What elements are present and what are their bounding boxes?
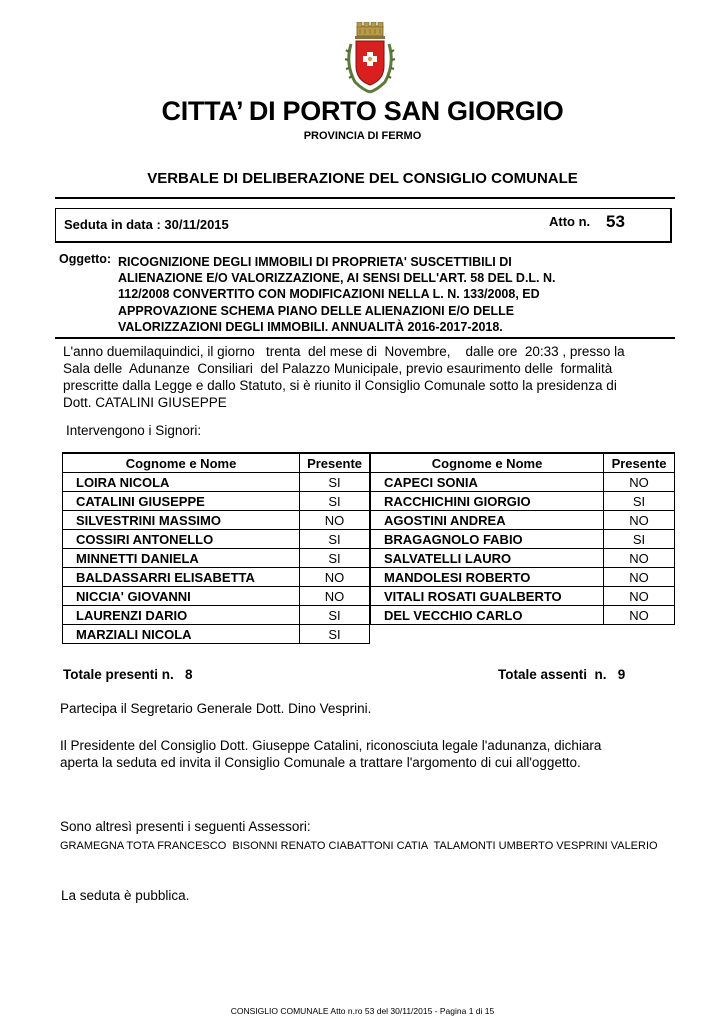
table-row bbox=[63, 606, 370, 625]
member-name: MINNETTI DANIELA bbox=[63, 549, 300, 568]
member-presence: SI bbox=[604, 530, 675, 549]
attendees-intro: Intervengono i Signori: bbox=[66, 423, 202, 438]
intro-line: Sala delle Adunanze Consiliari del Palazzo Municipale, previo esaurimento delle formalità bbox=[63, 361, 613, 376]
table-row bbox=[371, 492, 675, 511]
intro-line: L'anno duemilaquindici, il giorno trenta del mese di Novembre, dalle ore 20:33 , presso la bbox=[63, 344, 625, 359]
table-row bbox=[63, 549, 370, 568]
member-presence: NO bbox=[300, 568, 370, 587]
member-name: VITALI ROSATI GUALBERTO bbox=[371, 587, 604, 606]
subject-line: ALIENAZIONE E/O VALORIZZAZIONE, AI SENSI DELL'ART. 58 DEL D.L. N. bbox=[118, 271, 556, 286]
table-row bbox=[63, 568, 370, 587]
table-row bbox=[371, 568, 675, 587]
member-presence: SI bbox=[300, 492, 370, 511]
subject-line: VALORIZZAZIONI DEGLI IMMOBILI. ANNUALITÀ 2016-2017-2018. bbox=[118, 319, 503, 334]
member-name: MANDOLESI ROBERTO bbox=[371, 568, 604, 587]
subject-text bbox=[118, 254, 638, 335]
session-date-value: 30/11/2015 bbox=[164, 217, 229, 232]
intro-line: prescritte dalla Legge e dallo Statuto, si è riunito il Consiglio Comunale sotto la presidenza di bbox=[63, 378, 617, 393]
member-name: COSSIRI ANTONELLO bbox=[63, 530, 300, 549]
act-number-label: Atto n. bbox=[549, 214, 591, 229]
assessors-intro: Sono altresì presenti i seguenti Assessori: bbox=[60, 819, 311, 834]
member-name: BALDASSARRI ELISABETTA bbox=[63, 568, 300, 587]
member-name: BRAGAGNOLO FABIO bbox=[371, 530, 604, 549]
table-row bbox=[63, 473, 370, 492]
member-name: CAPECI SONIA bbox=[371, 473, 604, 492]
table-row bbox=[371, 530, 675, 549]
table-row bbox=[371, 606, 675, 625]
subject-line: 112/2008 CONVERTITO CON MODIFICAZIONI NELLA L. N. 133/2008, ED bbox=[118, 287, 540, 302]
member-name: LOIRA NICOLA bbox=[63, 473, 300, 492]
column-header-name: Cognome e Nome bbox=[63, 453, 300, 473]
president-line: Il Presidente del Consiglio Dott. Giuseppe Catalini, riconosciuta legale l'adunanza, dichiara bbox=[60, 738, 602, 753]
divider bbox=[55, 337, 675, 339]
member-presence: SI bbox=[300, 530, 370, 549]
president-statement bbox=[60, 737, 700, 771]
public-session-note: La seduta è pubblica. bbox=[61, 888, 190, 903]
member-presence: SI bbox=[300, 625, 370, 644]
table-row bbox=[63, 625, 370, 644]
member-name: DEL VECCHIO CARLO bbox=[371, 606, 604, 625]
member-name: CATALINI GIUSEPPE bbox=[63, 492, 300, 511]
attendance-table-left bbox=[62, 452, 370, 644]
member-presence: NO bbox=[604, 587, 675, 606]
intro-line: Dott. CATALINI GIUSEPPE bbox=[63, 395, 227, 410]
member-presence: NO bbox=[604, 511, 675, 530]
act-number-value: 53 bbox=[606, 212, 625, 231]
table-row bbox=[63, 530, 370, 549]
city-title: CITTA’ DI PORTO SAN GIORGIO bbox=[161, 96, 564, 126]
member-presence: NO bbox=[604, 568, 675, 587]
member-presence: NO bbox=[604, 606, 675, 625]
member-name: LAURENZI DARIO bbox=[63, 606, 300, 625]
table-row bbox=[371, 549, 675, 568]
table-row bbox=[371, 511, 675, 530]
member-presence: NO bbox=[300, 587, 370, 606]
column-header-name: Cognome e Nome bbox=[371, 453, 604, 473]
coat-of-arms-icon bbox=[343, 22, 397, 94]
secretary-statement: Partecipa il Segretario Generale Dott. Dino Vesprini. bbox=[60, 701, 372, 716]
total-present: Totale presenti n. 8 bbox=[63, 667, 193, 682]
column-header-present: Presente bbox=[300, 453, 370, 473]
session-date bbox=[64, 217, 229, 232]
column-header-present: Presente bbox=[604, 453, 675, 473]
member-name: AGOSTINI ANDREA bbox=[371, 511, 604, 530]
page-footer: CONSIGLIO COMUNALE Atto n.ro 53 del 30/11/2015 - Pagina 1 di 15 bbox=[230, 1006, 495, 1016]
member-name: NICCIA' GIOVANNI bbox=[63, 587, 300, 606]
subject-line: RICOGNIZIONE DEGLI IMMOBILI DI PROPRIETA' SUSCETTIBILI DI bbox=[118, 255, 512, 269]
table-row bbox=[63, 492, 370, 511]
attendance-table-right bbox=[370, 452, 675, 625]
member-name: RACCHICHINI GIORGIO bbox=[371, 492, 604, 511]
member-presence: NO bbox=[300, 511, 370, 530]
member-name: MARZIALI NICOLA bbox=[63, 625, 300, 644]
assessors-list: GRAMEGNA TOTA FRANCESCO BISONNI RENATO CIABATTONI CATIA TALAMONTI UMBERTO VESPRINI VALERIO bbox=[60, 840, 658, 852]
total-absent: Totale assenti n. 9 bbox=[498, 667, 626, 682]
table-row bbox=[371, 473, 675, 492]
document-title: VERBALE DI DELIBERAZIONE DEL CONSIGLIO COMUNALE bbox=[147, 170, 578, 187]
province-name: PROVINCIA DI FERMO bbox=[303, 130, 422, 142]
member-name: SILVESTRINI MASSIMO bbox=[63, 511, 300, 530]
member-presence: SI bbox=[300, 606, 370, 625]
table-row bbox=[63, 511, 370, 530]
subject-label: Oggetto: bbox=[59, 252, 112, 266]
member-presence: NO bbox=[604, 549, 675, 568]
intro-paragraph bbox=[63, 343, 673, 411]
subject-line: APPROVAZIONE SCHEMA PIANO DELLE ALIENAZIONI E/O DELLE bbox=[118, 303, 515, 318]
member-presence: SI bbox=[604, 492, 675, 511]
table-row bbox=[63, 587, 370, 606]
member-name: SALVATELLI LAURO bbox=[371, 549, 604, 568]
member-presence: SI bbox=[300, 473, 370, 492]
session-date-label: Seduta in data : bbox=[64, 217, 161, 232]
member-presence: NO bbox=[604, 473, 675, 492]
table-row bbox=[371, 587, 675, 606]
member-presence: SI bbox=[300, 549, 370, 568]
divider bbox=[55, 197, 675, 199]
president-line: aperta la seduta ed invita il Consiglio Comunale a trattare l'argomento di cui all'oggetto. bbox=[60, 755, 581, 770]
